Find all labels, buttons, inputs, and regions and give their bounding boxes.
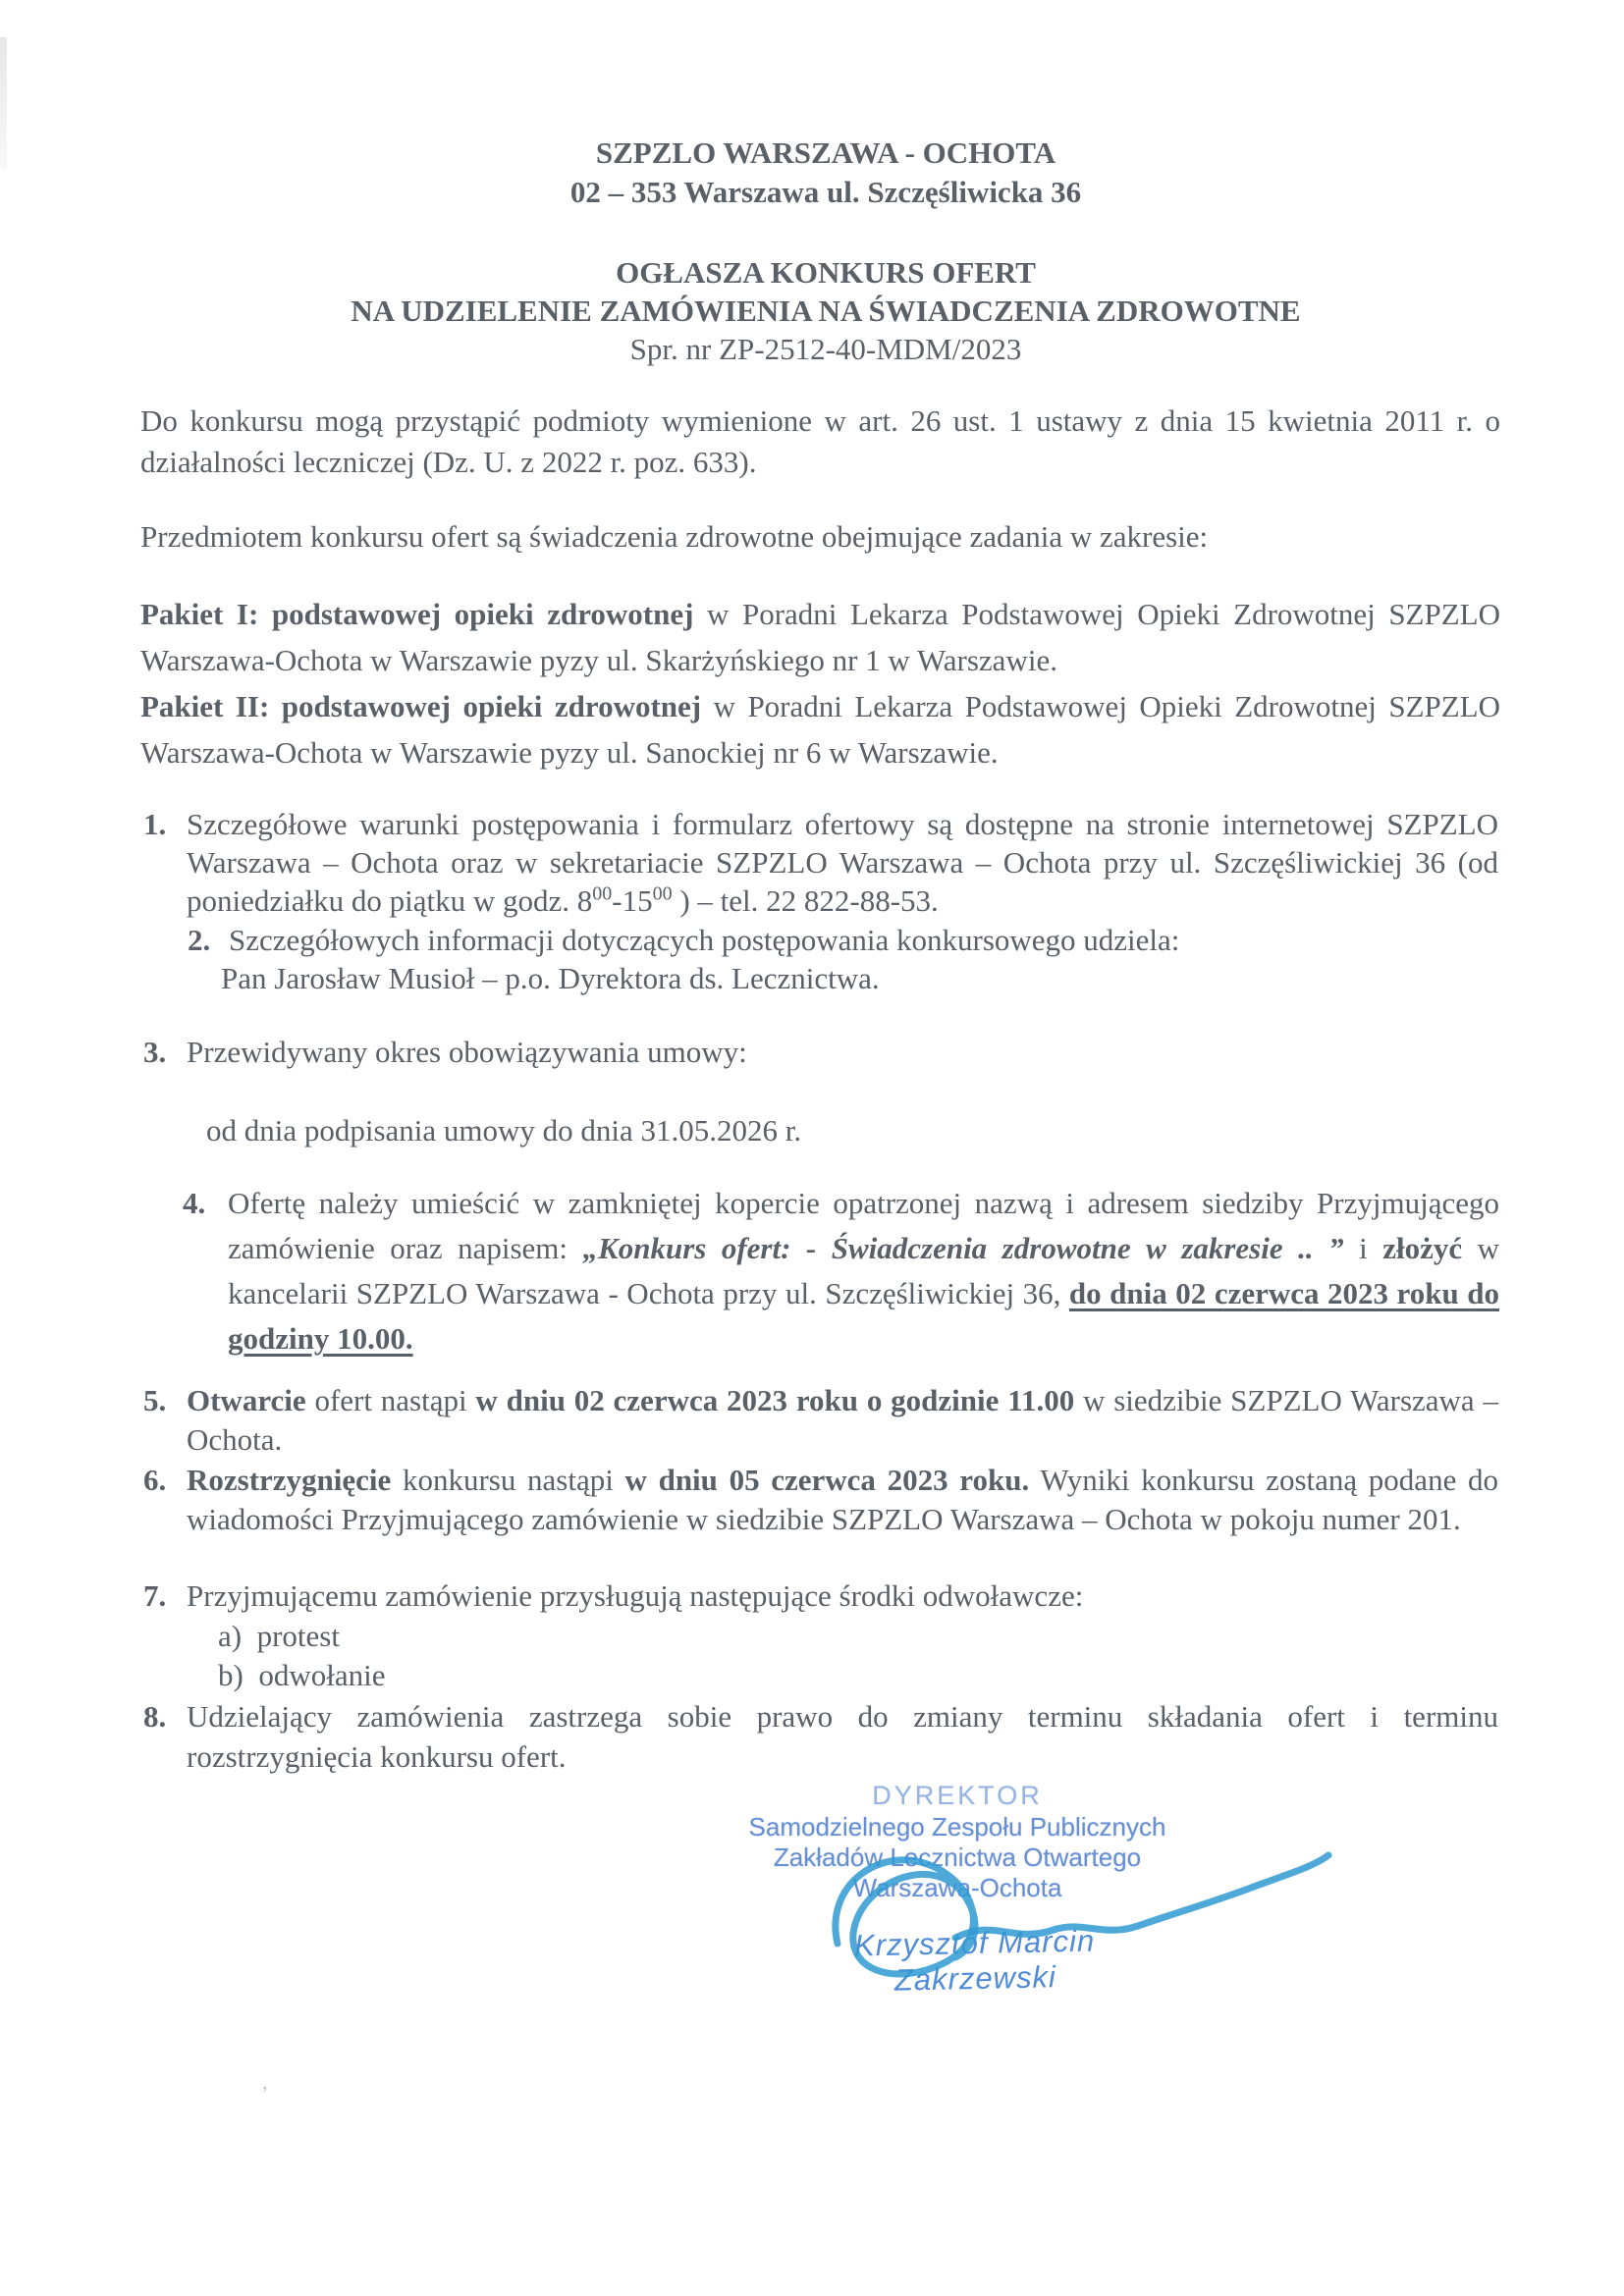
- item-6-text: konkursu nastąpi: [391, 1463, 625, 1497]
- item-1-sup-open-hour: 00: [592, 882, 613, 905]
- list-item-8: [143, 1696, 1498, 1777]
- intro-paragraph-1: Do konkursu mogą przystąpić podmioty wymienione w art. 26 ust. 1 ustawy z dnia 15 kwietnia 2011 r. o działalności leczniczej (Dz. U. z 2022 r. poz. 633).: [140, 403, 1500, 479]
- item-6-text-2: Wyniki konkursu zostaną podane do wiadomości Przyjmującego zamówienie w siedzibie SZPZLO Warszawa – Ochota w pokoju numer 201.: [187, 1463, 1498, 1536]
- stamp-line-4: Warszawa-Ochota: [852, 1873, 1062, 1902]
- announcement-line-1: OGŁASZA KONKURS OFERT: [616, 255, 1036, 290]
- announcement-title: [14, 253, 1624, 368]
- item-4-number: 4.: [183, 1186, 206, 1220]
- sub-item-a-marker: a): [218, 1619, 243, 1653]
- stamp-line-2: Samodzielnego Zespołu Publicznych: [748, 1812, 1166, 1842]
- item-3-subline: od dnia podpisania umowy do dnia 31.05.2026 r.: [206, 1113, 802, 1148]
- signature-name: Krzysztof Marcin Zakrzewski: [853, 1923, 1096, 1998]
- item-1-number: 1.: [143, 807, 167, 841]
- org-name: SZPZLO WARSZAWA - OCHOTA: [595, 135, 1056, 170]
- item-5-text-2: w siedzibie SZPZLO Warszawa – Ochota.: [187, 1383, 1498, 1457]
- item-5-date: w dniu 02 czerwca 2023 roku o godzinie 11.00: [475, 1383, 1075, 1417]
- item-1-text: Szczegółowe warunki postępowania i formularz ofertowy są dostępne na stronie internetowej SZPZLO Warszawa – Ochota oraz w sekretariacie SZPZLO Warszawa – Ochota przy ul. Szczęśliwickiej 36 (od poniedziałku do piątku w godz. 8: [187, 807, 1498, 918]
- package-2-text: w Poradni Lekarza Podstawowej Opieki Zdrowotnej SZPZLO Warszawa-Ochota w Warszawie pyzy ul. Sanockiej nr 6 w Warszawie.: [140, 689, 1501, 770]
- item-5-number: 5.: [143, 1383, 167, 1417]
- item-3-text: Przewidywany okres obowiązywania umowy:: [187, 1035, 747, 1069]
- package-1-label: Pakiet I: podstawowej opieki zdrowotnej: [140, 597, 694, 631]
- sub-item-b: [218, 1658, 1494, 1693]
- item-4-text-3: w kancelarii SZPZLO Warszawa - Ochota przy ul. Szczęśliwickiej 36,: [228, 1231, 1500, 1310]
- list-item-5: [143, 1381, 1498, 1460]
- sub-item-a: [218, 1619, 1494, 1654]
- item-6-date: w dniu 05 czerwca 2023 roku.: [624, 1463, 1030, 1497]
- item-2-line-2: Pan Jarosław Musioł – p.o. Dyrektora ds. Lecznictwa.: [221, 961, 880, 995]
- document-header: [14, 133, 1624, 212]
- packages-paragraph: [140, 591, 1500, 775]
- sub-item-a-text: protest: [256, 1619, 340, 1653]
- list-item-2: [188, 920, 1498, 960]
- item-2-text: Szczegółowych informacji dotyczących postępowania konkursowego udziela:: [229, 923, 1180, 957]
- item-4-quoted-title: „Konkurs ofert: - Świadczenia zdrowotne w zakresie .. ”: [582, 1231, 1344, 1265]
- item-1-text-hours: -15: [612, 883, 653, 918]
- item-5-text: ofert nastąpi: [305, 1383, 476, 1417]
- list-item-4: [183, 1181, 1500, 1362]
- item-3-number: 3.: [143, 1035, 167, 1069]
- package-1-text: w Poradni Lekarza Podstawowej Opieki Zdrowotnej SZPZLO Warszawa-Ochota w Warszawie pyzy ul. Skarżyńskiego nr 1 w Warszawie.: [140, 597, 1500, 677]
- item-8-number: 8.: [143, 1699, 167, 1734]
- scan-artifact-streak: [0, 37, 7, 170]
- item-2-number: 2.: [188, 923, 211, 957]
- announcement-line-2: NA UDZIELENIE ZAMÓWIENIA NA ŚWIADCZENIA ZDROWOTNE: [351, 294, 1301, 328]
- item-6-number: 6.: [143, 1463, 167, 1497]
- case-number: Spr. nr ZP-2512-40-MDM/2023: [629, 332, 1022, 366]
- item-4-text-2: i: [1343, 1231, 1383, 1265]
- item-4-deadline: do dnia 02 czerwca 2023 roku do godziny 10.00.: [228, 1276, 1499, 1356]
- item-8-text: Udzielający zamówienia zastrzega sobie prawo do zmiany terminu składania ofert i terminu rozstrzygnięcia konkursu ofert.: [187, 1699, 1498, 1774]
- sub-item-b-marker: b): [218, 1658, 244, 1692]
- item-1-sup-close-hour: 00: [652, 882, 673, 905]
- item-4-text: Ofertę należy umieścić w zamkniętej kopercie opatrzonej nazwą i adresem siedziby Przyjmującego zamówienie oraz napisem:: [228, 1186, 1499, 1265]
- stamp-title: DYREKTOR: [872, 1781, 1043, 1810]
- org-address: 02 – 353 Warszawa ul. Szczęśliwicka 36: [569, 175, 1082, 209]
- item-5-opening-word: Otwarcie: [187, 1383, 306, 1417]
- item-1-text-phone: ) – tel. 22 822-88-53.: [672, 883, 939, 918]
- item-6-opening-word: Rozstrzygnięcie: [187, 1463, 392, 1497]
- list-item-6: [143, 1461, 1498, 1539]
- stamp-line-3: Zakładów Lecznictwa Otwartego: [773, 1842, 1142, 1872]
- scan-artifact-dot: ’: [261, 2081, 269, 2106]
- intro-paragraph-2: Przedmiotem konkursu ofert są świadczenia zdrowotne obejmujące zadania w zakresie:: [140, 519, 1209, 554]
- sub-item-b-text: odwołanie: [258, 1658, 386, 1692]
- package-2-label: Pakiet II: podstawowej opieki zdrowotnej: [140, 689, 702, 723]
- handwritten-signature-stroke: [810, 1838, 1340, 1995]
- list-item-3: [143, 1035, 1498, 1070]
- item-7-number: 7.: [143, 1578, 167, 1613]
- list-item-7: [143, 1578, 1498, 1614]
- list-item-1: [143, 805, 1498, 920]
- item-4-bold-word: złożyć: [1382, 1231, 1463, 1265]
- item-7-text: Przyjmującemu zamówienie przysługują następujące środki odwoławcze:: [187, 1578, 1084, 1613]
